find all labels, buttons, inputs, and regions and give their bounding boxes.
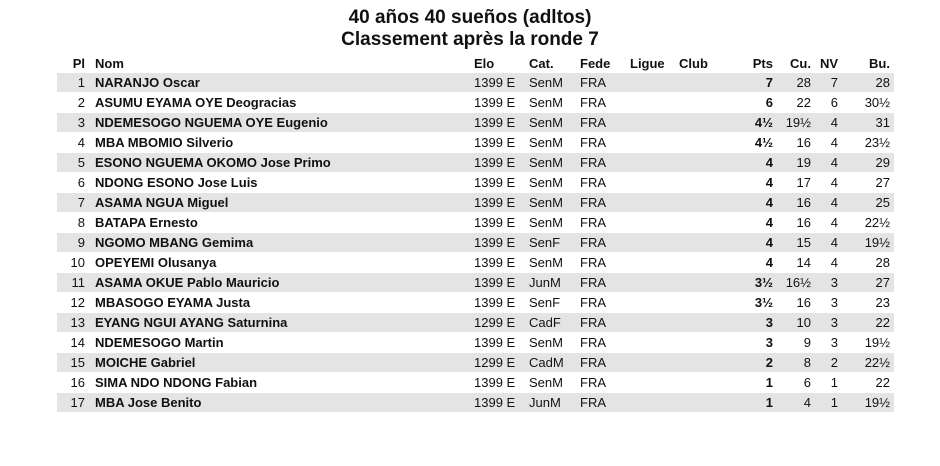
cell-league	[630, 153, 679, 173]
table-row	[57, 253, 894, 273]
cell-league	[630, 173, 679, 193]
cell-cumulative: 10	[773, 313, 811, 333]
cell-cumulative: 16	[773, 293, 811, 313]
cell-club	[679, 233, 729, 253]
cell-place: 17	[57, 393, 93, 413]
cell-cumulative: 6	[773, 373, 811, 393]
cell-buchholz: 22	[838, 313, 894, 333]
cell-elo: 1399 E	[474, 373, 529, 393]
cell-elo: 1399 E	[474, 193, 529, 213]
cell-wins: 3	[811, 313, 838, 333]
cell-wins: 7	[811, 73, 838, 93]
cell-elo: 1299 E	[474, 353, 529, 373]
cell-elo: 1399 E	[474, 253, 529, 273]
cell-points: 3	[729, 313, 773, 333]
cell-name: ASAMA NGUA Miguel	[93, 193, 474, 213]
cell-cumulative: 4	[773, 393, 811, 413]
cell-cumulative: 8	[773, 353, 811, 373]
cell-category: SenM	[529, 113, 580, 133]
cell-place: 16	[57, 373, 93, 393]
cell-category: CadM	[529, 353, 580, 373]
cell-cumulative: 19½	[773, 113, 811, 133]
cell-points: 1	[729, 393, 773, 413]
table-row	[57, 313, 894, 333]
table-header	[57, 54, 894, 73]
cell-federation: FRA	[580, 233, 630, 253]
cell-league	[630, 233, 679, 253]
cell-federation: FRA	[580, 333, 630, 353]
cell-name: NDEMESOGO NGUEMA OYE Eugenio	[93, 113, 474, 133]
cell-category: SenF	[529, 233, 580, 253]
cell-cumulative: 19	[773, 153, 811, 173]
cell-name: MBA Jose Benito	[93, 393, 474, 413]
cell-buchholz: 28	[838, 73, 894, 93]
cell-wins: 4	[811, 193, 838, 213]
col-header-pl: Pl	[72, 56, 85, 71]
cell-league	[630, 213, 679, 233]
cell-cumulative: 15	[773, 233, 811, 253]
cell-name: NDONG ESONO Jose Luis	[93, 173, 474, 193]
cell-place: 14	[57, 333, 93, 353]
cell-wins: 2	[811, 353, 838, 373]
table-row	[57, 393, 894, 413]
cell-cumulative: 9	[773, 333, 811, 353]
cell-league	[630, 333, 679, 353]
cell-buchholz: 23	[838, 293, 894, 313]
table-row	[57, 173, 894, 193]
cell-name: MOICHE Gabriel	[93, 353, 474, 373]
col-header-nv: NV	[819, 56, 838, 71]
cell-wins: 3	[811, 273, 838, 293]
table-row	[57, 333, 894, 353]
cell-league	[630, 293, 679, 313]
cell-points: 4	[729, 193, 773, 213]
cell-place: 8	[57, 213, 93, 233]
cell-wins: 3	[811, 293, 838, 313]
cell-elo: 1399 E	[474, 113, 529, 133]
cell-points: 4½	[729, 133, 773, 153]
cell-club	[679, 113, 729, 133]
cell-buchholz: 28	[838, 253, 894, 273]
cell-cumulative: 17	[773, 173, 811, 193]
cell-category: SenM	[529, 333, 580, 353]
cell-buchholz: 19½	[838, 233, 894, 253]
cell-league	[630, 253, 679, 273]
cell-name: OPEYEMI Olusanya	[93, 253, 474, 273]
table-row	[57, 193, 894, 213]
cell-federation: FRA	[580, 153, 630, 173]
cell-points: 4	[729, 233, 773, 253]
cell-points: 4	[729, 253, 773, 273]
cell-buchholz: 22	[838, 373, 894, 393]
cell-league	[630, 353, 679, 373]
cell-category: CadF	[529, 313, 580, 333]
cell-place: 2	[57, 93, 93, 113]
cell-cumulative: 28	[773, 73, 811, 93]
col-header-club: Club	[679, 56, 708, 71]
cell-name: NARANJO Oscar	[93, 73, 474, 93]
col-header-fede: Fede	[580, 56, 611, 71]
cell-elo: 1399 E	[474, 153, 529, 173]
table-row	[57, 153, 894, 173]
table-row	[57, 133, 894, 153]
table-row	[57, 93, 894, 113]
cell-points: 4	[729, 213, 773, 233]
cell-wins: 4	[811, 153, 838, 173]
table-row	[57, 73, 894, 93]
cell-elo: 1399 E	[474, 93, 529, 113]
cell-name: NDEMESOGO Martin	[93, 333, 474, 353]
cell-club	[679, 133, 729, 153]
cell-place: 5	[57, 153, 93, 173]
cell-category: SenM	[529, 133, 580, 153]
cell-category: SenM	[529, 253, 580, 273]
cell-league	[630, 73, 679, 93]
cell-buchholz: 19½	[838, 393, 894, 413]
col-header-bu: Bu.	[869, 56, 890, 71]
cell-wins: 4	[811, 133, 838, 153]
cell-club	[679, 353, 729, 373]
cell-wins: 3	[811, 333, 838, 353]
cell-place: 1	[57, 73, 93, 93]
cell-buchholz: 27	[838, 273, 894, 293]
cell-place: 10	[57, 253, 93, 273]
cell-wins: 4	[811, 253, 838, 273]
cell-elo: 1399 E	[474, 333, 529, 353]
page-title: 40 años 40 sueños (adltos)	[348, 7, 592, 28]
col-header-cat: Cat.	[529, 56, 554, 71]
cell-club	[679, 393, 729, 413]
cell-category: SenM	[529, 373, 580, 393]
col-header-ligue: Ligue	[630, 56, 665, 71]
cell-federation: FRA	[580, 253, 630, 273]
table-row	[57, 353, 894, 373]
cell-league	[630, 133, 679, 153]
cell-place: 11	[57, 273, 93, 293]
cell-buchholz: 22½	[838, 353, 894, 373]
col-header-elo: Elo	[474, 56, 495, 71]
cell-points: 2	[729, 353, 773, 373]
cell-name: BATAPA Ernesto	[93, 213, 474, 233]
cell-elo: 1399 E	[474, 393, 529, 413]
cell-club	[679, 153, 729, 173]
cell-buchholz: 23½	[838, 133, 894, 153]
cell-place: 3	[57, 113, 93, 133]
cell-category: SenM	[529, 153, 580, 173]
cell-place: 7	[57, 193, 93, 213]
cell-place: 12	[57, 293, 93, 313]
cell-federation: FRA	[580, 393, 630, 413]
cell-league	[630, 373, 679, 393]
cell-buchholz: 31	[838, 113, 894, 133]
cell-place: 4	[57, 133, 93, 153]
cell-wins: 4	[811, 233, 838, 253]
cell-category: SenF	[529, 293, 580, 313]
cell-wins: 1	[811, 393, 838, 413]
col-header-cu: Cu.	[790, 56, 811, 71]
cell-club	[679, 293, 729, 313]
cell-category: JunM	[529, 273, 580, 293]
cell-buchholz: 27	[838, 173, 894, 193]
cell-category: SenM	[529, 193, 580, 213]
table-row	[57, 293, 894, 313]
cell-federation: FRA	[580, 133, 630, 153]
cell-cumulative: 16	[773, 193, 811, 213]
cell-club	[679, 73, 729, 93]
cell-wins: 4	[811, 113, 838, 133]
cell-points: 3½	[729, 273, 773, 293]
cell-points: 4	[729, 173, 773, 193]
cell-elo: 1399 E	[474, 293, 529, 313]
cell-points: 4	[729, 153, 773, 173]
cell-league	[630, 273, 679, 293]
cell-federation: FRA	[580, 93, 630, 113]
cell-category: SenM	[529, 213, 580, 233]
cell-federation: FRA	[580, 273, 630, 293]
cell-points: 7	[729, 73, 773, 93]
cell-federation: FRA	[580, 313, 630, 333]
col-header-pts: Pts	[752, 56, 773, 71]
cell-league	[630, 313, 679, 333]
table-row	[57, 273, 894, 293]
cell-wins: 1	[811, 373, 838, 393]
cell-federation: FRA	[580, 353, 630, 373]
cell-name: EYANG NGUI AYANG Saturnina	[93, 313, 474, 333]
cell-club	[679, 93, 729, 113]
cell-points: 6	[729, 93, 773, 113]
cell-elo: 1399 E	[474, 173, 529, 193]
cell-category: SenM	[529, 173, 580, 193]
cell-cumulative: 22	[773, 93, 811, 113]
cell-league	[630, 113, 679, 133]
cell-federation: FRA	[580, 293, 630, 313]
cell-name: ASAMA OKUE Pablo Mauricio	[93, 273, 474, 293]
cell-club	[679, 173, 729, 193]
page-subtitle: Classement après la ronde 7	[341, 29, 599, 50]
cell-cumulative: 14	[773, 253, 811, 273]
cell-place: 13	[57, 313, 93, 333]
cell-cumulative: 16½	[773, 273, 811, 293]
cell-buchholz: 29	[838, 153, 894, 173]
table-body	[57, 73, 894, 413]
cell-name: NGOMO MBANG Gemima	[93, 233, 474, 253]
cell-league	[630, 93, 679, 113]
cell-federation: FRA	[580, 193, 630, 213]
cell-elo: 1399 E	[474, 213, 529, 233]
cell-league	[630, 393, 679, 413]
cell-elo: 1299 E	[474, 313, 529, 333]
cell-points: 4½	[729, 113, 773, 133]
cell-place: 6	[57, 173, 93, 193]
cell-category: JunM	[529, 393, 580, 413]
standings-table	[57, 54, 894, 413]
cell-name: MBA MBOMIO Silverio	[93, 133, 474, 153]
cell-elo: 1399 E	[474, 273, 529, 293]
cell-name: SIMA NDO NDONG Fabian	[93, 373, 474, 393]
cell-buchholz: 19½	[838, 333, 894, 353]
cell-club	[679, 373, 729, 393]
cell-place: 15	[57, 353, 93, 373]
cell-points: 3	[729, 333, 773, 353]
cell-elo: 1399 E	[474, 233, 529, 253]
cell-federation: FRA	[580, 173, 630, 193]
cell-points: 3½	[729, 293, 773, 313]
cell-buchholz: 30½	[838, 93, 894, 113]
cell-points: 1	[729, 373, 773, 393]
cell-buchholz: 25	[838, 193, 894, 213]
table-row	[57, 373, 894, 393]
header-row	[57, 54, 894, 73]
cell-name: ASUMU EYAMA OYE Deogracias	[93, 93, 474, 113]
cell-club	[679, 333, 729, 353]
table-row	[57, 213, 894, 233]
cell-federation: FRA	[580, 373, 630, 393]
cell-wins: 4	[811, 173, 838, 193]
cell-buchholz: 22½	[838, 213, 894, 233]
cell-league	[630, 193, 679, 213]
cell-cumulative: 16	[773, 213, 811, 233]
table-row	[57, 113, 894, 133]
cell-place: 9	[57, 233, 93, 253]
cell-federation: FRA	[580, 213, 630, 233]
cell-elo: 1399 E	[474, 73, 529, 93]
cell-category: SenM	[529, 73, 580, 93]
cell-federation: FRA	[580, 113, 630, 133]
cell-elo: 1399 E	[474, 133, 529, 153]
cell-club	[679, 193, 729, 213]
cell-category: SenM	[529, 93, 580, 113]
cell-club	[679, 273, 729, 293]
cell-name: MBASOGO EYAMA Justa	[93, 293, 474, 313]
cell-club	[679, 213, 729, 233]
col-header-nom: Nom	[95, 56, 124, 71]
table-row	[57, 233, 894, 253]
cell-wins: 6	[811, 93, 838, 113]
cell-wins: 4	[811, 213, 838, 233]
cell-cumulative: 16	[773, 133, 811, 153]
cell-federation: FRA	[580, 73, 630, 93]
cell-club	[679, 313, 729, 333]
cell-name: ESONO NGUEMA OKOMO Jose Primo	[93, 153, 474, 173]
cell-club	[679, 253, 729, 273]
